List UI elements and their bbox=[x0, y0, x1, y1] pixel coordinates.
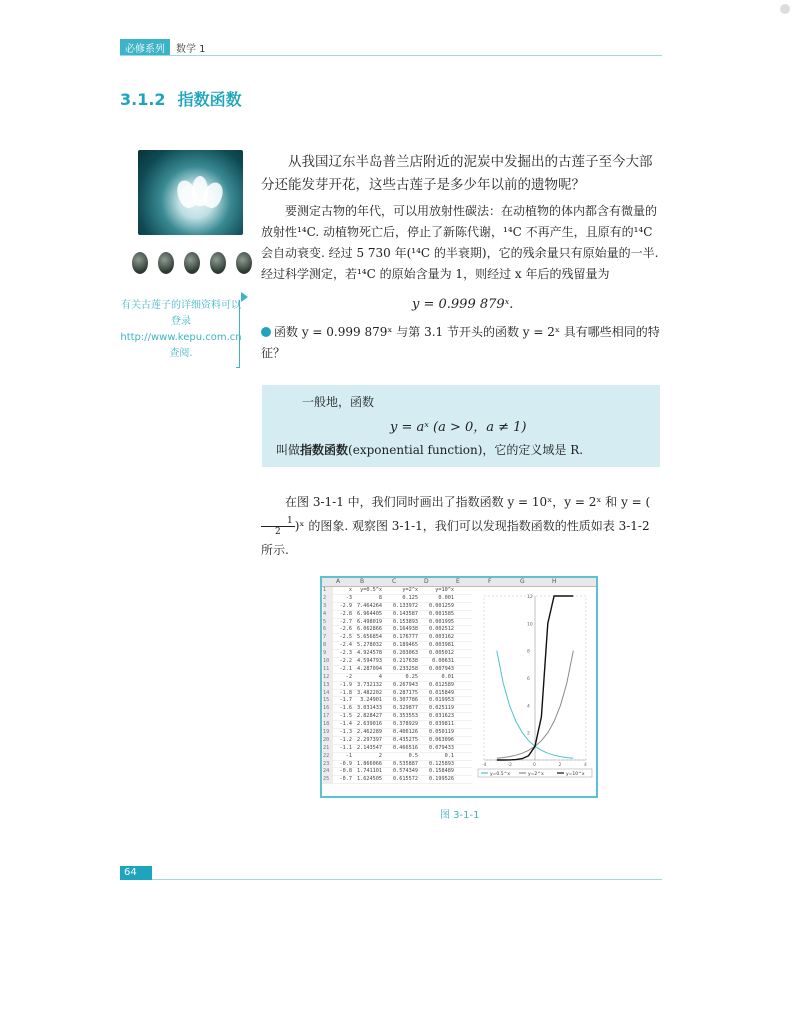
table-cell: 0.5 bbox=[408, 752, 418, 759]
legend-label: y=2^x bbox=[528, 772, 544, 777]
figure-reference-paragraph bbox=[261, 490, 661, 562]
table-cell: -1 bbox=[345, 752, 352, 759]
table-cell: 0.039811 bbox=[429, 721, 454, 728]
x-tick-label: -4 bbox=[482, 763, 487, 768]
row-number: 25 bbox=[323, 776, 333, 784]
row-number: 23 bbox=[323, 761, 333, 769]
column-header-cell: y=0.5^x bbox=[360, 587, 382, 593]
table-cell: 0.615572 bbox=[393, 776, 418, 783]
table-cell: 3.031433 bbox=[357, 705, 382, 712]
table-cell: 0.535887 bbox=[393, 760, 418, 767]
y-tick-label: 10 bbox=[527, 622, 533, 628]
table-cell: 0.176777 bbox=[393, 634, 418, 641]
table-row bbox=[322, 619, 472, 627]
table-cell: 3.24901 bbox=[360, 697, 382, 704]
table-cell: 5.278032 bbox=[357, 642, 382, 649]
column-letter: G bbox=[520, 578, 525, 585]
table-cell: 0.001585 bbox=[429, 610, 454, 617]
row-number: 11 bbox=[323, 666, 333, 674]
definition-text bbox=[276, 441, 583, 458]
lotus-seed bbox=[132, 252, 148, 274]
table-cell: -2.6 bbox=[339, 626, 352, 633]
table-cell: 0.079433 bbox=[429, 744, 454, 751]
table-row bbox=[322, 650, 472, 658]
column-header-cell: y=2^x bbox=[402, 587, 418, 593]
lotus-seed bbox=[184, 252, 200, 274]
question-text: 函数 y = 0.999 879ˣ 与第 3.1 节开头的函数 y = 2ˣ 具有哪些相同的特征？ bbox=[261, 325, 660, 360]
table-cell: 6.498019 bbox=[357, 618, 382, 625]
x-tick-label: 2 bbox=[558, 763, 562, 768]
table-cell: 1.866066 bbox=[357, 760, 382, 767]
table-cell: 0.001259 bbox=[429, 602, 454, 609]
definition-term: 指数函数 bbox=[300, 443, 349, 457]
footer-rule bbox=[152, 879, 662, 880]
think-question bbox=[261, 322, 661, 364]
table-cell: 0.002512 bbox=[429, 626, 454, 633]
definition-prefix: 叫做 bbox=[276, 443, 301, 457]
table-row bbox=[322, 776, 472, 784]
row-number: 4 bbox=[323, 611, 333, 619]
column-letter: C bbox=[392, 578, 397, 585]
table-cell: -1.5 bbox=[339, 713, 352, 720]
section-heading bbox=[120, 87, 242, 110]
column-letter: B bbox=[360, 578, 365, 585]
table-cell: 0.466516 bbox=[393, 744, 418, 751]
table-cell: 0.019953 bbox=[429, 697, 454, 704]
table-cell: -2 bbox=[345, 673, 352, 680]
table-row bbox=[322, 745, 472, 753]
table-cell: 6.964405 bbox=[357, 610, 382, 617]
spreadsheet-table bbox=[322, 587, 472, 784]
table-cell: 0.063096 bbox=[429, 736, 454, 743]
table-cell: 0.217638 bbox=[393, 658, 418, 665]
table-cell: 0.012589 bbox=[429, 681, 454, 688]
table-cell: 0.189465 bbox=[393, 642, 418, 649]
table-cell: 0.267943 bbox=[393, 681, 418, 688]
row-number: 20 bbox=[323, 737, 333, 745]
lotus-seed bbox=[236, 252, 252, 274]
row-number: 12 bbox=[323, 674, 333, 682]
table-cell: 0.158489 bbox=[429, 768, 454, 775]
table-cell: 0.007943 bbox=[429, 665, 454, 672]
table-cell: 0.199526 bbox=[429, 776, 454, 783]
table-cell: 0.353553 bbox=[393, 713, 418, 720]
page-number: 64 bbox=[120, 866, 152, 880]
table-cell: 5.656854 bbox=[357, 634, 382, 641]
row-number: 19 bbox=[323, 729, 333, 737]
row-number: 22 bbox=[323, 753, 333, 761]
table-cell: 0.001995 bbox=[429, 618, 454, 625]
table-cell: 2.297397 bbox=[357, 736, 382, 743]
x-tick-label: 0 bbox=[533, 763, 536, 768]
legend-label: y=10^x bbox=[566, 772, 585, 777]
table-cell: -2.8 bbox=[339, 610, 352, 617]
table-cell: 2 bbox=[378, 752, 382, 759]
table-cell: 0.25 bbox=[405, 673, 418, 680]
table-cell: -2.4 bbox=[339, 642, 352, 649]
fraction-one-half bbox=[261, 516, 295, 537]
row-number: 5 bbox=[323, 619, 333, 627]
row-number: 9 bbox=[323, 650, 333, 658]
table-cell: 0.153893 bbox=[393, 618, 418, 625]
table-row bbox=[322, 705, 472, 713]
table-cell: 0.435275 bbox=[393, 736, 418, 743]
table-cell: 0.00631 bbox=[432, 658, 454, 665]
margin-note: 有关古莲子的详细资料可以登录 http://www.kepu.com.cn 查阅. bbox=[120, 300, 242, 359]
table-cell: 0.164938 bbox=[393, 626, 418, 633]
column-letter: H bbox=[552, 578, 557, 585]
section-title: 指数函数 bbox=[177, 90, 242, 109]
y-tick-label: 12 bbox=[527, 595, 533, 600]
table-cell: -3 bbox=[345, 594, 352, 601]
table-cell: 4.594793 bbox=[357, 658, 382, 665]
para3-part-b: )ˣ 的图象. 观察图 3-1-1，我们可以发现指数函数的性质如表 3-1-2 所示. bbox=[261, 519, 650, 557]
table-cell: 0.031623 bbox=[429, 713, 454, 720]
column-letter: F bbox=[488, 578, 492, 585]
table-row bbox=[322, 713, 472, 721]
table-cell: 0.125 bbox=[402, 594, 418, 601]
table-cell: 0.01 bbox=[441, 673, 454, 680]
table-cell: 0.025119 bbox=[429, 705, 454, 712]
table-row bbox=[322, 674, 472, 682]
row-number: 7 bbox=[323, 634, 333, 642]
margin-arrow-icon bbox=[241, 292, 248, 302]
table-cell: 1.741101 bbox=[357, 768, 382, 775]
carbon-dating-paragraph: 要测定古物的年代，可以用放射性碳法：在动植物的体内都含有微量的放射性¹⁴C. 动植物死亡后，停止了新陈代谢，¹⁴C 不再产生，且原有的¹⁴C 会自动衰变. 经过 5 730 年(¹⁴C 的半衰期)，它的残余量只有原始量的一半. 经过科学测定，若¹⁴C 的原始含量为 1，则经过 x 年后的残留量为 bbox=[261, 204, 659, 281]
table-cell: -0.8 bbox=[339, 768, 352, 775]
table-cell: 6.062866 bbox=[357, 626, 382, 633]
table-cell: 0.574349 bbox=[393, 768, 418, 775]
legend-label: y=0.5^x bbox=[490, 772, 511, 777]
row-number: 24 bbox=[323, 768, 333, 776]
row-number: 13 bbox=[323, 682, 333, 690]
section-number: 3.1.2 bbox=[120, 90, 166, 109]
table-row bbox=[322, 737, 472, 745]
table-cell: 4.924578 bbox=[357, 650, 382, 657]
question-bullet-icon bbox=[261, 327, 271, 337]
table-cell: 0.329877 bbox=[393, 705, 418, 712]
table-row bbox=[322, 666, 472, 674]
table-row bbox=[322, 690, 472, 698]
table-cell: 1.624505 bbox=[357, 776, 382, 783]
table-cell: 0.233258 bbox=[393, 665, 418, 672]
column-letter: D bbox=[424, 578, 429, 585]
table-row bbox=[322, 682, 472, 690]
table-cell: -1.9 bbox=[339, 681, 352, 688]
table-cell: -1.1 bbox=[339, 744, 352, 751]
table-cell: 0.050119 bbox=[429, 729, 454, 736]
table-cell: -0.9 bbox=[339, 760, 352, 767]
table-cell: 0.1 bbox=[444, 752, 454, 759]
row-number: 8 bbox=[323, 642, 333, 650]
table-cell: -1.2 bbox=[339, 736, 352, 743]
table-row bbox=[322, 768, 472, 776]
definition-intro: 一般地，函数 bbox=[302, 395, 375, 409]
exponential-chart-svg bbox=[474, 588, 596, 788]
row-number: 10 bbox=[323, 658, 333, 666]
lotus-seeds-image bbox=[132, 252, 252, 278]
table-cell: -2.3 bbox=[339, 650, 352, 657]
table-cell: -1.3 bbox=[339, 729, 352, 736]
para3-part-a: 在图 3-1-1 中，我们同时画出了指数函数 y = 10ˣ，y = 2ˣ 和 y = ( bbox=[285, 495, 651, 509]
table-cell: 0.015849 bbox=[429, 689, 454, 696]
table-row bbox=[322, 603, 472, 611]
y-tick-label: 4 bbox=[527, 704, 530, 710]
decay-formula: y = 0.999 879ˣ. bbox=[412, 297, 514, 312]
row-number: 17 bbox=[323, 713, 333, 721]
table-cell: -2.7 bbox=[339, 618, 352, 625]
table-cell: 0.003162 bbox=[429, 634, 454, 641]
table-cell: 0.307786 bbox=[393, 697, 418, 704]
table-row bbox=[322, 697, 472, 705]
header-rule bbox=[120, 55, 662, 56]
y-tick-label: 2 bbox=[527, 731, 530, 737]
table-cell: 0.003981 bbox=[429, 642, 454, 649]
x-tick-label: 4 bbox=[584, 763, 587, 768]
table-cell: -2.5 bbox=[339, 634, 352, 641]
row-number: 1 bbox=[323, 587, 333, 595]
page-corner-mark bbox=[780, 4, 790, 14]
table-cell: 0.203063 bbox=[393, 650, 418, 657]
table-cell: 3.732132 bbox=[357, 681, 382, 688]
column-letter: A bbox=[336, 578, 341, 585]
table-cell: -1.7 bbox=[339, 697, 352, 704]
row-number: 6 bbox=[323, 626, 333, 634]
y-tick-label: 8 bbox=[527, 649, 530, 655]
table-cell: -2.1 bbox=[339, 665, 352, 672]
column-letter: E bbox=[456, 578, 460, 585]
table-cell: -0.7 bbox=[339, 776, 352, 783]
fraction-denominator: 2 bbox=[275, 527, 281, 537]
table-row bbox=[322, 761, 472, 769]
table-cell: 0.133972 bbox=[393, 602, 418, 609]
table-row bbox=[322, 611, 472, 619]
table-row bbox=[322, 729, 472, 737]
table-row bbox=[322, 634, 472, 642]
table-row bbox=[322, 658, 472, 666]
figure-3-1-1 bbox=[320, 576, 598, 798]
running-header bbox=[120, 40, 206, 54]
table-cell: 3.482202 bbox=[357, 689, 382, 696]
figure-caption: 图 3-1-1 bbox=[440, 810, 480, 821]
lotus-seed bbox=[210, 252, 226, 274]
x-tick-label: -2 bbox=[507, 763, 512, 768]
table-cell: 0.143587 bbox=[393, 610, 418, 617]
table-cell: 4 bbox=[378, 673, 382, 680]
table-cell: 2.639016 bbox=[357, 721, 382, 728]
table-cell: 0.378929 bbox=[393, 721, 418, 728]
table-row bbox=[322, 642, 472, 650]
table-cell: -1.6 bbox=[339, 705, 352, 712]
row-number: 21 bbox=[323, 745, 333, 753]
table-cell: -2.9 bbox=[339, 602, 352, 609]
definition-suffix: (exponential function)，它的定义域是 R. bbox=[348, 443, 584, 457]
row-number: 16 bbox=[323, 705, 333, 713]
subject-label: 数学 1 bbox=[176, 43, 206, 55]
table-cell: -1.4 bbox=[339, 721, 352, 728]
table-cell: 8 bbox=[378, 594, 382, 601]
table-cell: -1.8 bbox=[339, 689, 352, 696]
exponential-chart bbox=[474, 588, 596, 788]
table-row bbox=[322, 626, 472, 634]
row-number: 3 bbox=[323, 603, 333, 611]
fraction-numerator: 1 bbox=[261, 516, 295, 527]
table-cell: 0.125893 bbox=[429, 760, 454, 767]
table-cell: 7.464264 bbox=[357, 602, 382, 609]
table-row bbox=[322, 721, 472, 729]
spreadsheet-column-header bbox=[322, 578, 596, 587]
table-row bbox=[322, 587, 472, 595]
row-number: 14 bbox=[323, 690, 333, 698]
table-cell: 2.828427 bbox=[357, 713, 382, 720]
table-cell: 2.462289 bbox=[357, 729, 382, 736]
table-cell: 0.005012 bbox=[429, 650, 454, 657]
table-row bbox=[322, 595, 472, 603]
row-number: 15 bbox=[323, 697, 333, 705]
series-label: 必修系列 bbox=[120, 39, 170, 56]
y-tick-label: 6 bbox=[527, 677, 530, 682]
table-cell: 4.287094 bbox=[357, 665, 382, 672]
column-header-cell: x bbox=[348, 587, 352, 593]
intro-paragraph: 从我国辽东半岛普兰店附近的泥炭中发掘出的古莲子至今大部分还能发芽开花，这些古莲子是多少年以前的遗物呢？ bbox=[261, 154, 653, 193]
lotus-photo bbox=[138, 150, 243, 235]
row-number: 2 bbox=[323, 595, 333, 603]
table-cell: 0.406126 bbox=[393, 729, 418, 736]
row-number: 18 bbox=[323, 721, 333, 729]
table-cell: 2.143547 bbox=[357, 744, 382, 751]
table-row bbox=[322, 753, 472, 761]
column-header-cell: y=10^x bbox=[435, 587, 454, 593]
table-cell: 0.001 bbox=[438, 594, 454, 601]
definition-formula: y = aˣ (a > 0，a ≠ 1) bbox=[390, 420, 527, 435]
lotus-seed bbox=[158, 252, 174, 274]
table-cell: 0.287175 bbox=[393, 689, 418, 696]
table-cell: -2.2 bbox=[339, 658, 352, 665]
